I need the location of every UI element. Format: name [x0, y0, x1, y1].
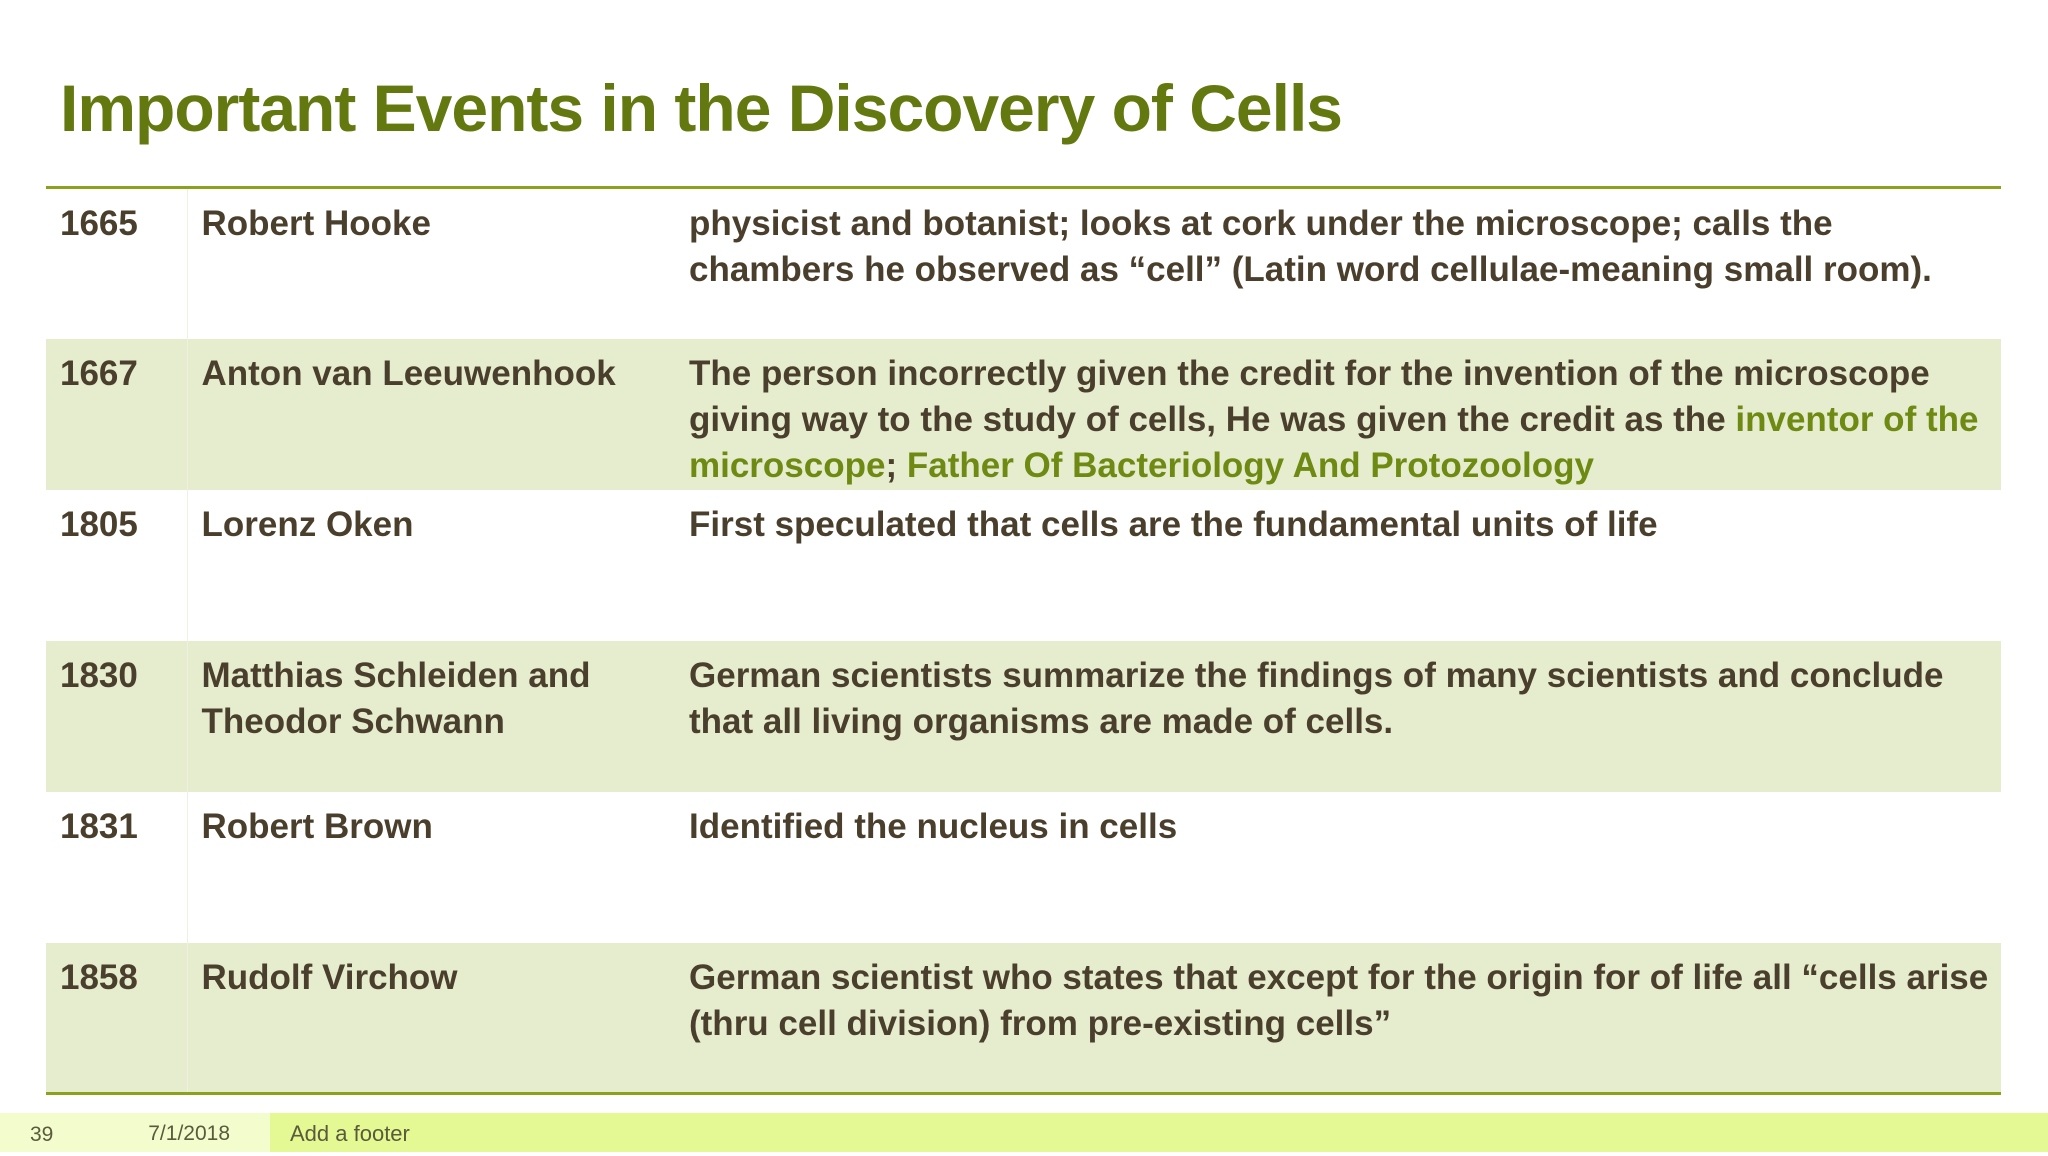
- events-table-body: [46, 188, 2001, 1094]
- description-cell: [675, 943, 2001, 1094]
- description-cell: [675, 188, 2001, 339]
- description-cell: [675, 641, 2001, 792]
- description-text: First speculated that cells are the fundamental units of life: [689, 504, 1658, 544]
- description-cell: [675, 339, 2001, 490]
- footer-text[interactable]: Add a footer: [290, 1121, 410, 1146]
- slide-title: Important Events in the Discovery of Cells: [60, 71, 1342, 145]
- table-row: [46, 792, 2001, 943]
- description-cell: [675, 792, 2001, 943]
- table-row: [46, 641, 2001, 792]
- scientist-name-cell: Robert Brown: [201, 806, 433, 846]
- scientist-name-cell: Matthias Schleiden and Theodor Schwann: [201, 655, 591, 741]
- footer-date: 7/1/2018: [84, 1113, 270, 1152]
- year-cell: 1858: [46, 943, 187, 1094]
- scientist-name-cell: Rudolf Virchow: [201, 957, 458, 997]
- table-row: [46, 188, 2001, 339]
- year-cell: 1667: [46, 339, 187, 490]
- description-cell: [675, 490, 2001, 641]
- description-text: ;: [885, 445, 907, 485]
- scientist-name-cell: Robert Hooke: [201, 204, 431, 243]
- highlighted-text: inventor of the microscope: [689, 399, 1979, 485]
- description-text: German scientists summarize the findings of many scientists and conclude that all living organisms are made of cells.: [689, 655, 1944, 741]
- table-row: [46, 943, 2001, 1094]
- description-text: Identified the nucleus in cells: [689, 806, 1178, 846]
- description-text: The person incorrectly given the credit for the invention of the microscope giving way to the study of cells, He was given the credit as the: [689, 353, 1930, 439]
- year-cell: 1665: [46, 188, 187, 339]
- table-row: [46, 490, 2001, 641]
- highlighted-text: Father Of Bacteriology And Protozoology: [906, 445, 1594, 485]
- slide-number: 39: [0, 1113, 84, 1152]
- description-text: physicist and botanist; looks at cork under the microscope; calls the chambers he observed as “cell” (Latin word cellulae-meaning small room).: [689, 204, 1932, 289]
- year-cell: 1831: [46, 792, 187, 943]
- year-cell: 1830: [46, 641, 187, 792]
- year-cell: 1805: [46, 490, 187, 641]
- description-text: German scientist who states that except for the origin for of life all “cells arise (thru cell division) from pre-existing cells”: [689, 957, 1989, 1043]
- scientist-name-cell: Anton van Leeuwenhook: [201, 353, 616, 393]
- table-row: [46, 339, 2001, 490]
- events-table: [46, 186, 2001, 1095]
- footer-bar: [0, 1113, 2048, 1152]
- scientist-name-cell: Lorenz Oken: [201, 504, 414, 544]
